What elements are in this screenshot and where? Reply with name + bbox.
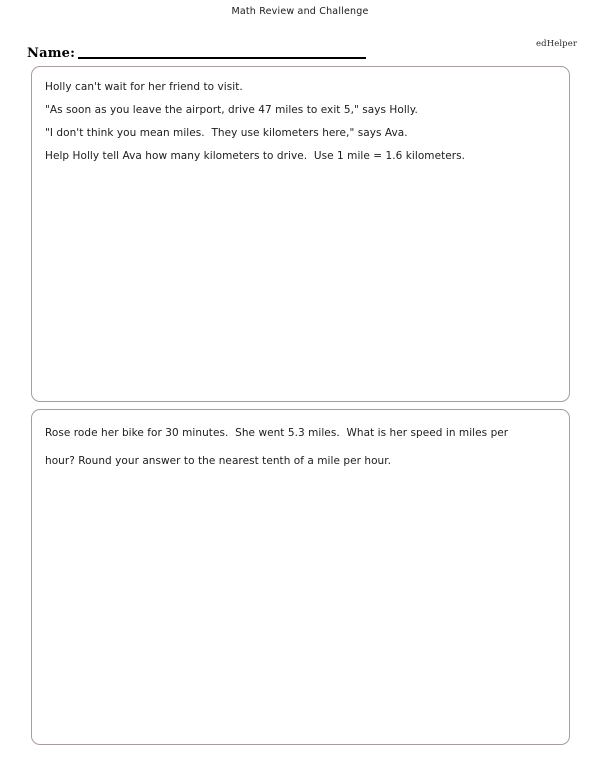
name-field	[27, 46, 387, 64]
problem-1-line: Help Holly tell Ava how many kilometers to drive. Use 1 mile = 1.6 kilometers.	[45, 150, 466, 162]
problem-2-work-area[interactable]	[32, 410, 569, 744]
problem-1-work-area[interactable]	[32, 67, 569, 401]
name-write-line[interactable]	[78, 57, 366, 59]
problem-1-line: "As soon as you leave the airport, drive 47 miles to exit 5," says Holly.	[45, 104, 418, 116]
page-title: Math Review and Challenge	[231, 6, 369, 17]
name-label: Name:	[27, 46, 76, 61]
problem-1-line: "I don't think you mean miles. They use kilometers here," says Ava.	[45, 127, 408, 139]
problem-2-line: Rose rode her bike for 30 minutes. She went 5.3 miles. What is her speed in miles per	[45, 427, 509, 439]
problem-box-1	[31, 66, 570, 402]
problem-box-2	[31, 409, 570, 745]
edhelper-logo: edHelper	[536, 39, 577, 49]
problem-2-line: hour? Round your answer to the nearest tenth of a mile per hour.	[45, 455, 392, 467]
problem-1-line: Holly can't wait for her friend to visit.	[45, 81, 243, 93]
